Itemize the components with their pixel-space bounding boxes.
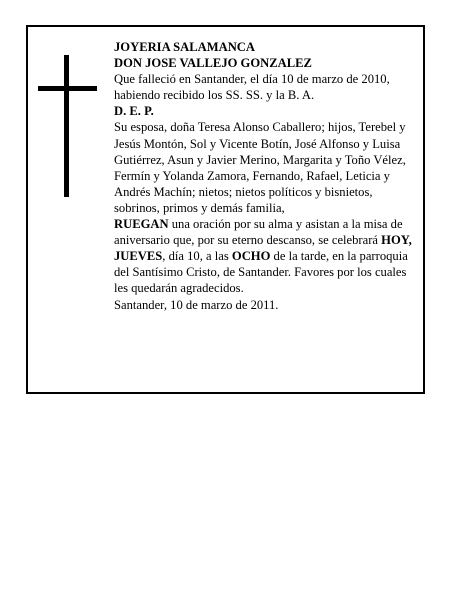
cross-icon-bar <box>38 86 97 91</box>
request-verb: RUEGAN <box>114 217 169 232</box>
company-name: JOYERIA SALAMANCA <box>114 40 255 54</box>
family-list: Su esposa, doña Teresa Alonso Caballero; hijos, Terebel y Jesús Montón, Sol y Vicente Botín, José Alfonso y Luisa Gutiérrez, Asun y Javier Merino, Margarita y Toño Vélez, Fermín y Yolanda Zamora, Fernando, Rafael, Leticia y Andrés Machín; nietos; nietos políticos y bisnietos, sobrinos, primos y demás familia, <box>114 120 406 215</box>
cross-icon <box>64 55 69 197</box>
request-text-3: de la tarde, en la parroquia del Santísimo Cristo, de Santander. Favores por los cuales les quedarán agradecidos. <box>114 249 408 296</box>
rip-text: D. E. P. <box>114 104 154 119</box>
mass-request <box>114 216 419 296</box>
death-announcement: Que falleció en Santander, el día 10 de marzo de 2010, habiendo recibido los SS. SS. y la B. A. <box>114 72 390 103</box>
mass-day: HOY, JUEVES <box>114 233 412 264</box>
deceased-name: DON JOSE VALLEJO GONZALEZ <box>114 56 312 71</box>
dateline: Santander, 10 de marzo de 2011. <box>114 297 279 312</box>
request-text-2: , día 10, a las <box>162 249 232 264</box>
obituary-text <box>114 39 419 313</box>
request-text-1: una oración por su alma y asistan a la misa de aniversario que, por su eterno descanso, se celebrará <box>114 217 403 248</box>
mass-hour: OCHO <box>231 249 271 264</box>
